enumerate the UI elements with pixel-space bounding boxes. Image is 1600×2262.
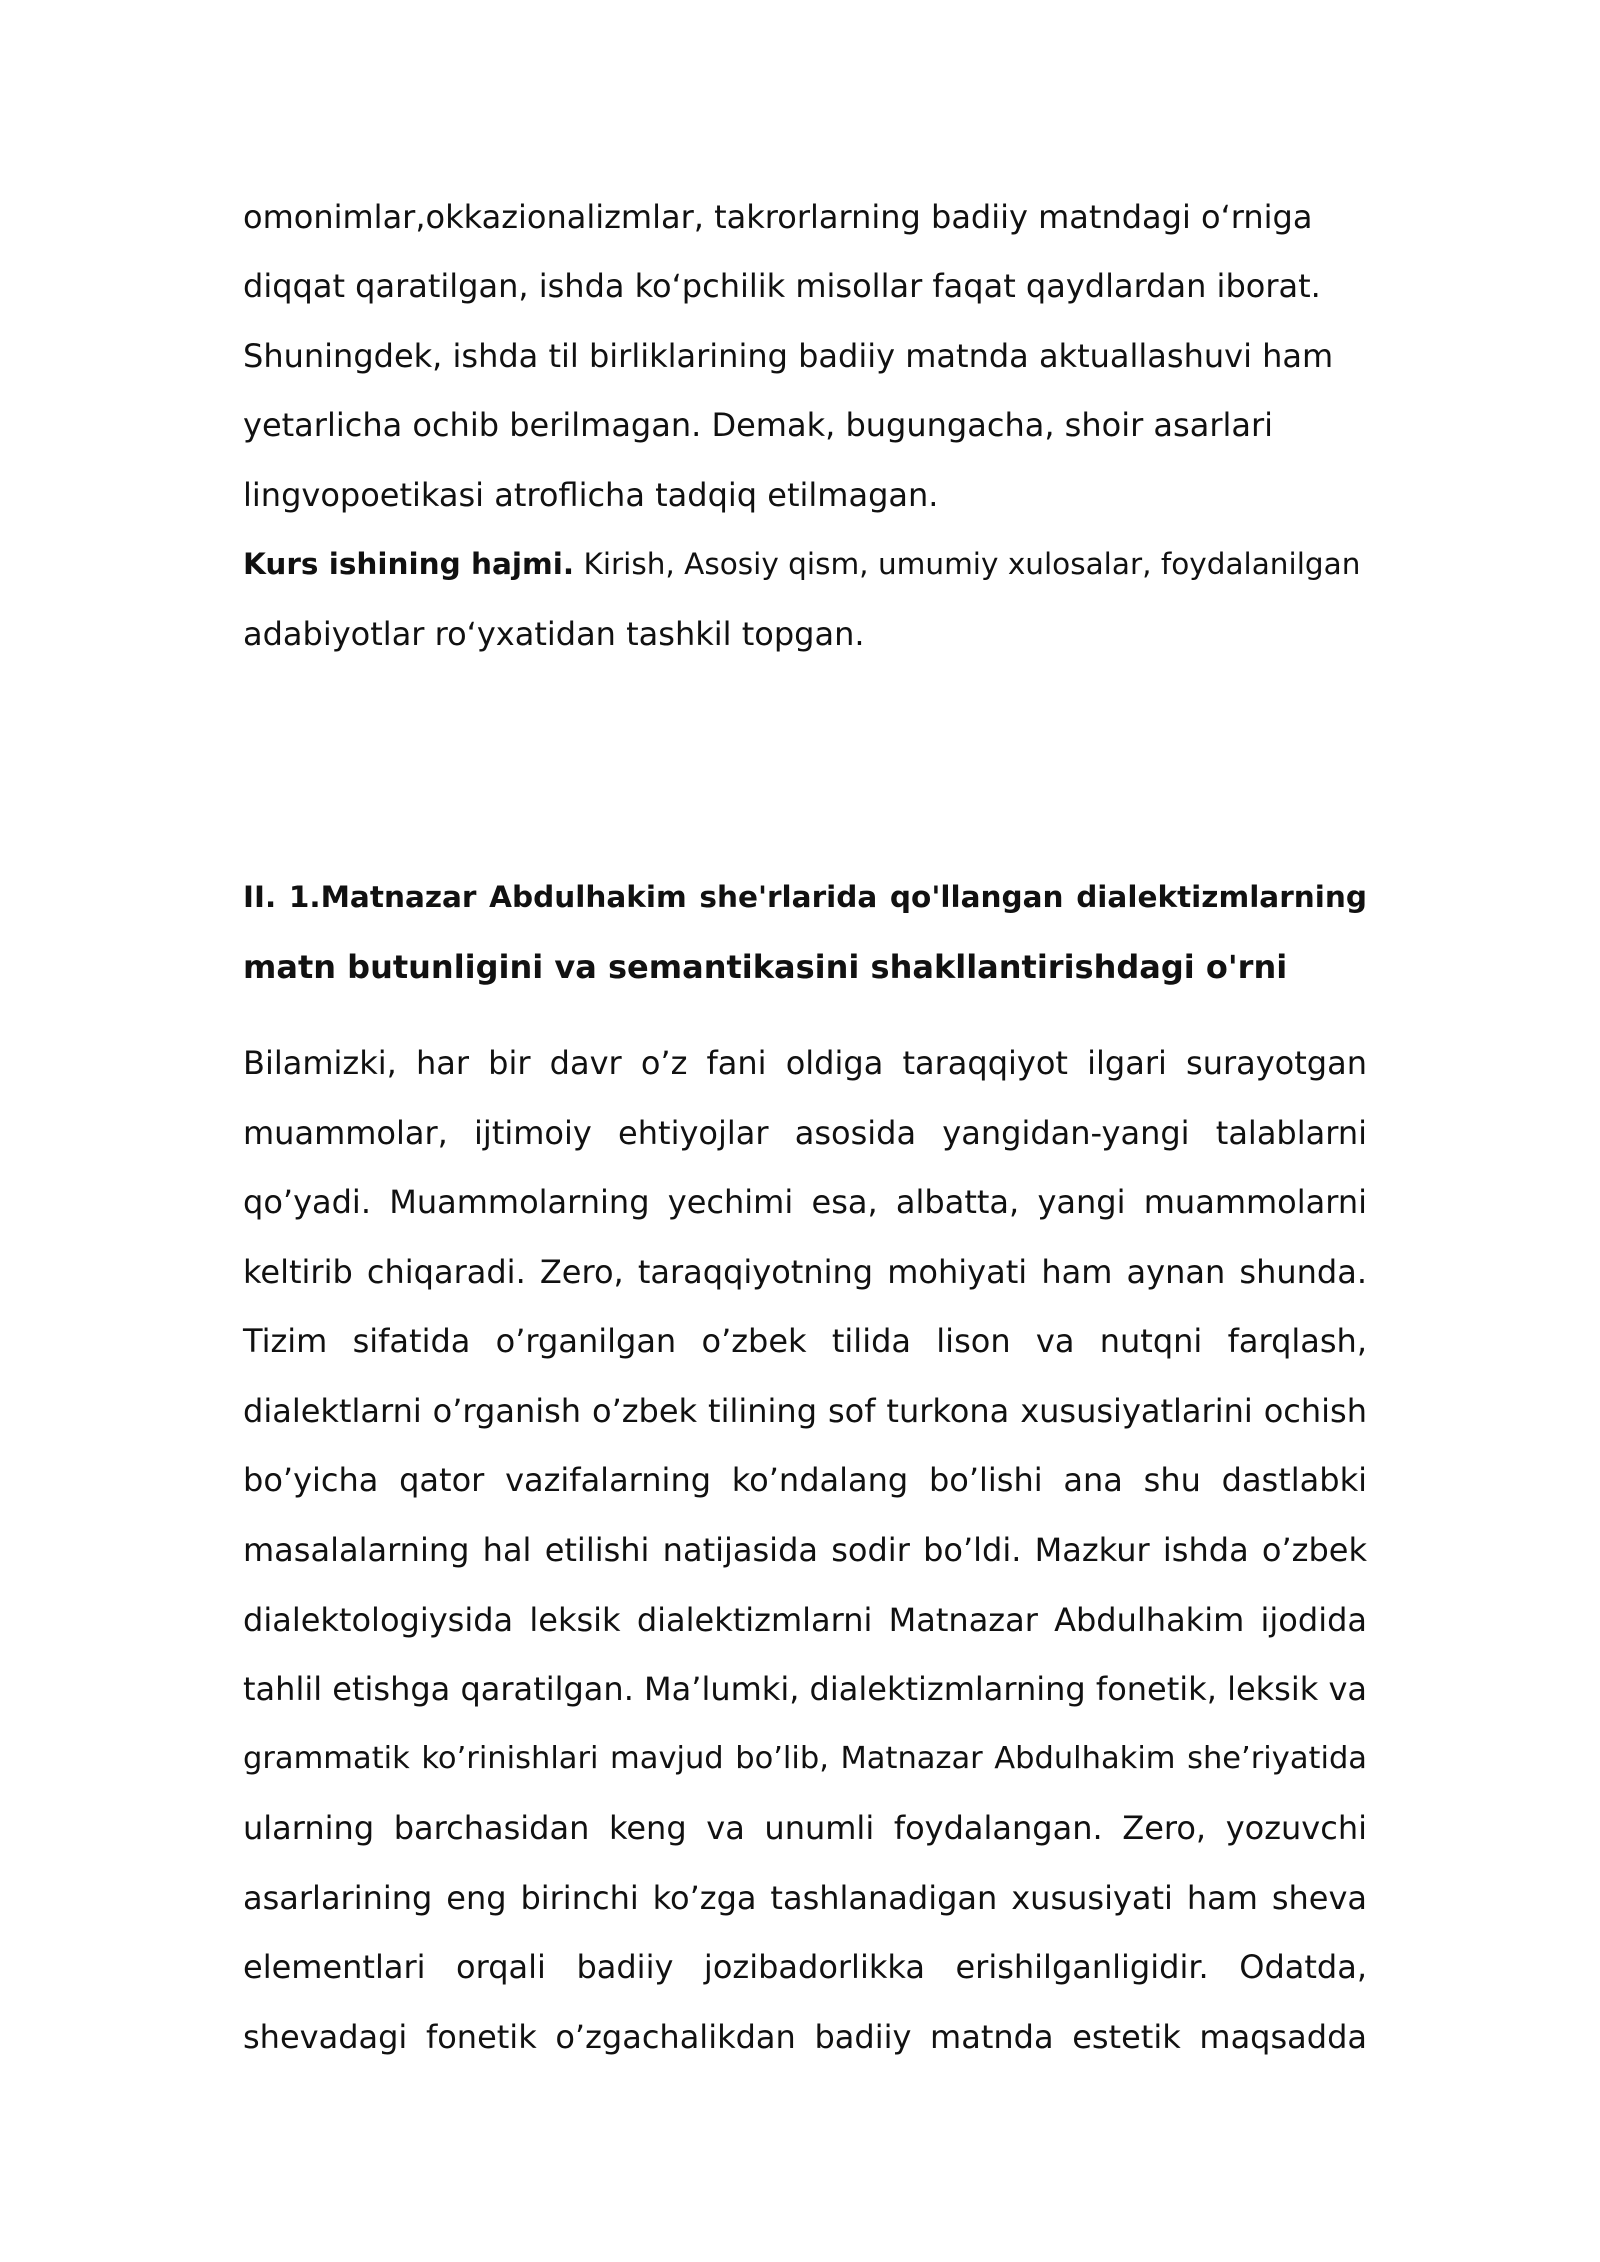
scope-line-1	[243, 544, 1360, 584]
intro-line-4: yetarlicha ochib berilmagan. Demak, bugungacha, shoir asarlari	[243, 406, 1274, 444]
body-line-10: tahlil etishga qaratilgan. Ma’lumki, dialektizmlarning fonetik, leksik va	[243, 1670, 1367, 1708]
body-line-7: bo’yicha qator vazifalarning ko’ndalang bo’lishi ana shu dastlabki	[243, 1461, 1367, 1499]
scope-label: Kurs ishining hajmi.	[243, 547, 575, 581]
section-heading-line-2: matn butunligini va semantikasini shakllantirishdagi o'rni	[243, 948, 1288, 986]
body-line-13: asarlarining eng birinchi ko’zga tashlanadigan xususiyati ham sheva	[243, 1879, 1367, 1917]
intro-line-3: Shuningdek, ishda til birliklarining badiiy matnda aktuallashuvi ham	[243, 337, 1334, 375]
scope-text-1: Kirish, Asosiy qism, umumiy xulosalar, foydalanilgan	[574, 547, 1361, 581]
body-line-4: keltirib chiqaradi. Zero, taraqqiyotning mohiyati ham aynan shunda.	[243, 1253, 1367, 1291]
body-line-3: qo’yadi. Muammolarning yechimi esa, albatta, yangi muammolarni	[243, 1183, 1367, 1221]
body-line-9: dialektologiysida leksik dialektizmlarni Matnazar Abdulhakim ijodida	[243, 1601, 1367, 1639]
body-line-12: ularning barchasidan keng va unumli foydalangan. Zero, yozuvchi	[243, 1809, 1367, 1847]
body-line-8: masalalarning hal etilishi natijasida sodir bo’ldi. Mazkur ishda o’zbek	[243, 1531, 1367, 1569]
body-line-5: Tizim sifatida o’rganilgan o’zbek tilida lison va nutqni farqlash,	[243, 1322, 1367, 1360]
body-line-1: Bilamizki, har bir davr o’z fani oldiga taraqqiyot ilgari surayotgan	[243, 1044, 1367, 1082]
body-line-14: elementlari orqali badiiy jozibadorlikka erishilganligidir. Odatda,	[243, 1948, 1367, 1986]
intro-line-1: omonimlar,okkazionalizmlar, takrorlarning badiiy matndagi oʻrniga	[243, 198, 1313, 236]
body-line-11: grammatik ko’rinishlari mavjud bo’lib, Matnazar Abdulhakim she’riyatida	[243, 1741, 1367, 1776]
body-line-15: shevadagi fonetik o’zgachalikdan badiiy matnda estetik maqsadda	[243, 2018, 1367, 2056]
intro-line-2: diqqat qaratilgan, ishda koʻpchilik misollar faqat qaydlardan iborat.	[243, 267, 1321, 305]
body-line-2: muammolar, ijtimoiy ehtiyojlar asosida yangidan-yangi talablarni	[243, 1114, 1367, 1152]
section-heading-line-1: II. 1.Matnazar Abdulhakim she'rlarida qo'llangan dialektizmlarning	[243, 880, 1367, 914]
intro-line-5: lingvopoetikasi atroflicha tadqiq etilmagan.	[243, 476, 939, 514]
body-line-6: dialektlarni o’rganish o’zbek tilining sof turkona xususiyatlarini ochish	[243, 1392, 1367, 1430]
scope-line-2: adabiyotlar roʻyxatidan tashkil topgan.	[243, 615, 865, 653]
